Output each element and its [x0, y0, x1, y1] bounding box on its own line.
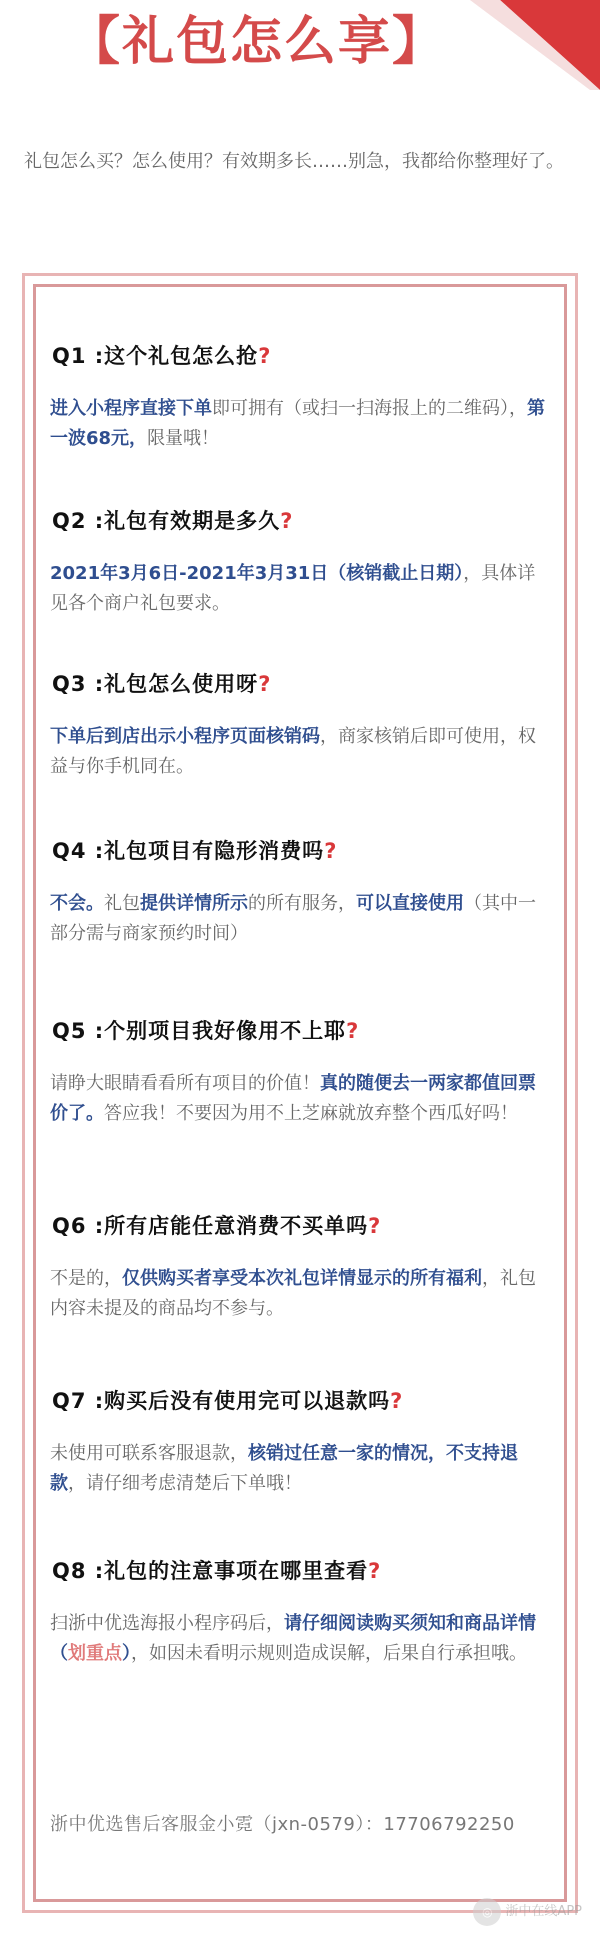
page-title: 【礼包怎么享】 — [68, 12, 447, 72]
answer-segment: ，请仔细考虑清楚后下单哦！ — [68, 1473, 302, 1494]
answer-segment: ，礼包内容未提及的商品均不参与。 — [50, 1268, 536, 1319]
qa-item — [50, 668, 550, 782]
question-mark-icon: ? — [324, 839, 338, 863]
answer-segment: （其中一部分需与商家预约时间） — [50, 893, 536, 944]
question-heading — [50, 1210, 385, 1242]
question-text: Q7 :购买后没有使用完可以退款吗 — [52, 1389, 391, 1413]
answer-segment: 下单后到店出示小程序页面核销码 — [50, 726, 320, 747]
qa-item — [50, 340, 550, 454]
answer-text — [50, 1264, 550, 1324]
qa-item — [50, 1385, 550, 1499]
question-heading — [50, 340, 275, 372]
question-mark-icon: ? — [390, 1389, 404, 1413]
qa-item — [50, 505, 550, 619]
answer-segment: 核销过任意一家的情况，不支持退款 — [50, 1443, 518, 1494]
question-heading — [50, 1385, 407, 1417]
answer-text — [50, 889, 550, 949]
corner-decoration — [470, 0, 600, 90]
question-text: Q2 :礼包有效期是多久 — [52, 509, 281, 533]
answer-text — [50, 1439, 550, 1499]
answer-text — [50, 559, 550, 619]
question-mark-icon: ? — [368, 1214, 382, 1238]
answer-segment: 请仔细阅读购买须知和商品详情（ — [50, 1613, 536, 1664]
answer-text — [50, 722, 550, 782]
answer-segment: 即可拥有（或扫一扫海报上的二维码）， — [212, 398, 527, 419]
qa-item — [50, 835, 550, 949]
watermark-logo-icon: ◎ — [473, 1898, 501, 1926]
answer-segment: 第一波68元， — [50, 398, 545, 449]
header — [0, 0, 600, 110]
answer-segment: 限量哦！ — [147, 428, 220, 449]
watermark-text: 浙中在线APP — [505, 1904, 582, 1919]
question-text: Q8 :礼包的注意事项在哪里查看 — [52, 1559, 369, 1583]
question-mark-icon: ? — [258, 344, 272, 368]
qa-item — [50, 1555, 550, 1669]
answer-segment: 不是的， — [50, 1268, 122, 1289]
answer-segment: 进入小程序直接下单 — [50, 398, 212, 419]
question-text: Q6 :所有店能任意消费不买单吗 — [52, 1214, 369, 1238]
question-text: Q4 :礼包项目有隐形消费吗 — [52, 839, 325, 863]
question-mark-icon: ? — [258, 672, 272, 696]
qa-item — [50, 1015, 550, 1129]
answer-segment: 不会。 — [50, 893, 104, 914]
answer-segment: 的所有服务， — [248, 893, 356, 914]
answer-text — [50, 1069, 550, 1129]
customer-service-contact: 浙中优选售后客服金小霓（jxn-0579）：17706792250 — [50, 1814, 515, 1835]
question-heading — [50, 668, 275, 700]
answer-segment: 可以直接使用 — [356, 893, 464, 914]
question-heading — [50, 835, 341, 867]
answer-segment: 扫浙中优选海报小程序码后， — [50, 1613, 284, 1634]
answer-segment: ） — [122, 1643, 131, 1664]
question-text: Q3 :礼包怎么使用呀 — [52, 672, 259, 696]
answer-segment: ，商家核销后即可使用，权益与你手机同在。 — [50, 726, 536, 777]
qa-item — [50, 1210, 550, 1324]
question-mark-icon: ? — [346, 1019, 360, 1043]
question-heading — [50, 1555, 385, 1587]
question-mark-icon: ? — [368, 1559, 382, 1583]
question-heading — [50, 1015, 363, 1047]
answer-segment: 2021年3月6日-2021年3月31日（核销截止日期） — [50, 563, 464, 584]
answer-segment: 答应我！不要因为用不上芝麻就放弃整个西瓜好吗！ — [104, 1103, 518, 1124]
answer-segment: 划重点 — [68, 1643, 122, 1664]
answer-segment: 未使用可联系客服退款， — [50, 1443, 248, 1464]
answer-segment: ，如因未看明示规则造成误解，后果自行承担哦。 — [131, 1643, 527, 1664]
answer-segment: 真的随便去一两家都值回票价了。 — [50, 1073, 536, 1124]
answer-segment: 礼包 — [104, 893, 140, 914]
question-text: Q1 :这个礼包怎么抢 — [52, 344, 259, 368]
answer-text — [50, 1609, 550, 1669]
question-mark-icon: ? — [280, 509, 294, 533]
answer-segment: 仅供购买者享受本次礼包详情显示的所有福利 — [122, 1268, 482, 1289]
watermark — [473, 1898, 582, 1926]
intro-text: 礼包怎么买？怎么使用？有效期多长……别急，我都给你整理好了。 — [24, 151, 564, 172]
answer-segment: 请睁大眼睛看看所有项目的价值！ — [50, 1073, 320, 1094]
answer-segment: ，具体详见各个商户礼包要求。 — [50, 563, 536, 614]
question-text: Q5 :个别项目我好像用不上耶 — [52, 1019, 347, 1043]
question-heading — [50, 505, 297, 537]
answer-text — [50, 394, 550, 454]
answer-segment: 提供详情所示 — [140, 893, 248, 914]
